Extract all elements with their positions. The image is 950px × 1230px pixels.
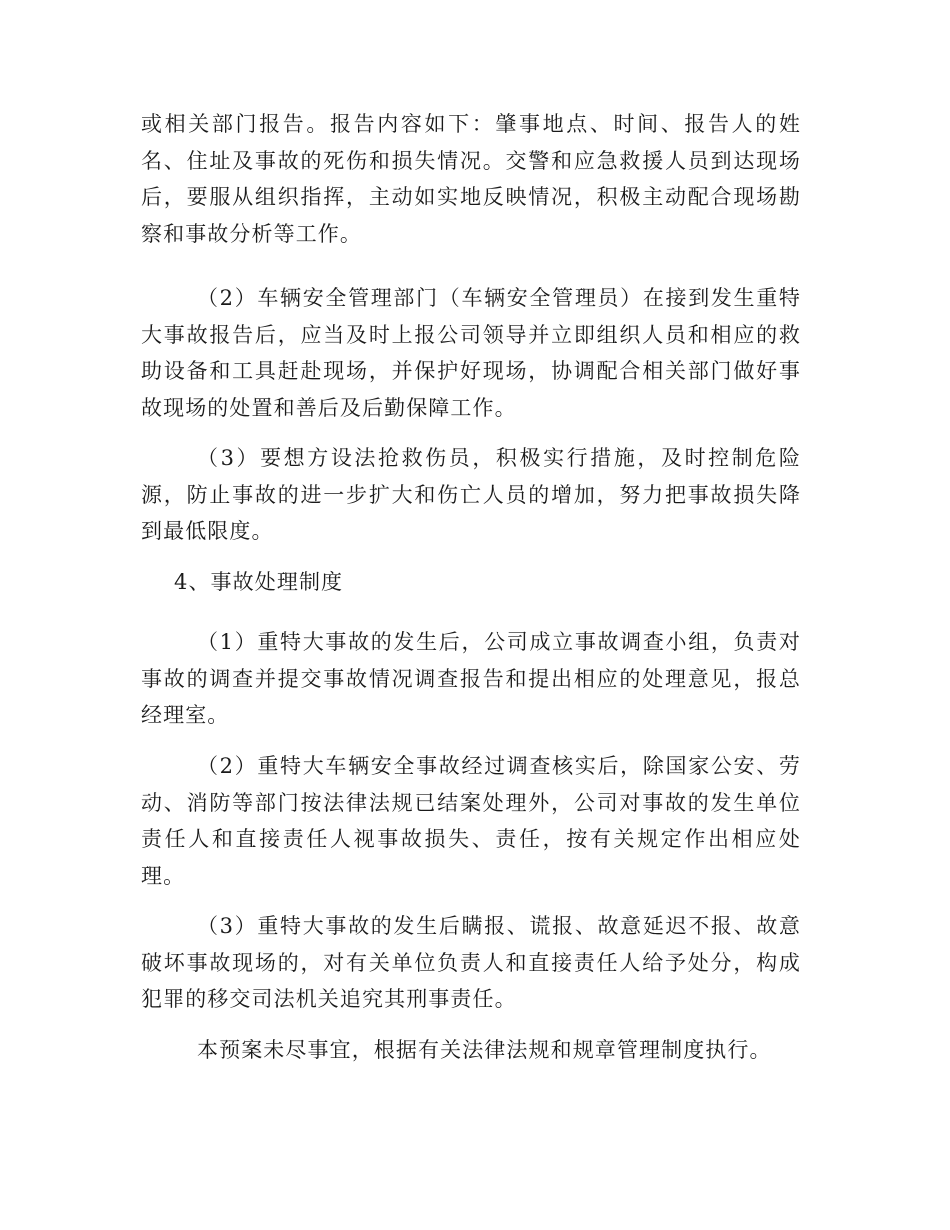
- paragraph-closing-note: 本预案未尽事宜，根据有关法律法规和规章管理制度执行。: [197, 1038, 772, 1062]
- paragraph-item-2-safety-dept: （2）车辆安全管理部门（车辆安全管理员）在接到发生重特大事故报告后，应当及时上报公司领导并立即组织人员和相应的救助设备和工具赶赴现场，并保护好现场，协调配合相关部门做好事故现场的处置和善后及后勤保障工作。: [141, 286, 801, 420]
- document-body: [141, 106, 801, 1062]
- paragraph-item-3-rescue: （3）要想方设法抢救伤员，积极实行措施，及时控制危险源，防止事故的进一步扩大和伤亡人员的增加，努力把事故损失降到最低限度。: [141, 446, 801, 543]
- paragraph-handling-item-2: （2）重特大车辆安全事故经过调查核实后，除国家公安、劳动、消防等部门按法律法规已结案处理外，公司对事故的发生单位责任人和直接责任人视事故损失、责任，按有关规定作出相应处理。: [141, 754, 801, 888]
- paragraph-report-continuation: 或相关部门报告。报告内容如下：肇事地点、时间、报告人的姓名、住址及事故的死伤和损失情况。交警和应急救援人员到达现场后，要服从组织指挥，主动如实地反映情况，积极主动配合现场勘察和事故分析等工作。: [141, 112, 801, 246]
- section-heading-accident-handling: 4、事故处理制度: [174, 570, 344, 594]
- paragraph-handling-item-1: （1）重特大事故的发生后，公司成立事故调查小组，负责对事故的调查并提交事故情况调查报告和提出相应的处理意见，报总经理室。: [141, 630, 801, 727]
- paragraph-handling-item-3: （3）重特大事故的发生后瞒报、谎报、故意延迟不报、故意破坏事故现场的，对有关单位负责人和直接责任人给予处分，构成犯罪的移交司法机关追究其刑事责任。: [141, 914, 801, 1011]
